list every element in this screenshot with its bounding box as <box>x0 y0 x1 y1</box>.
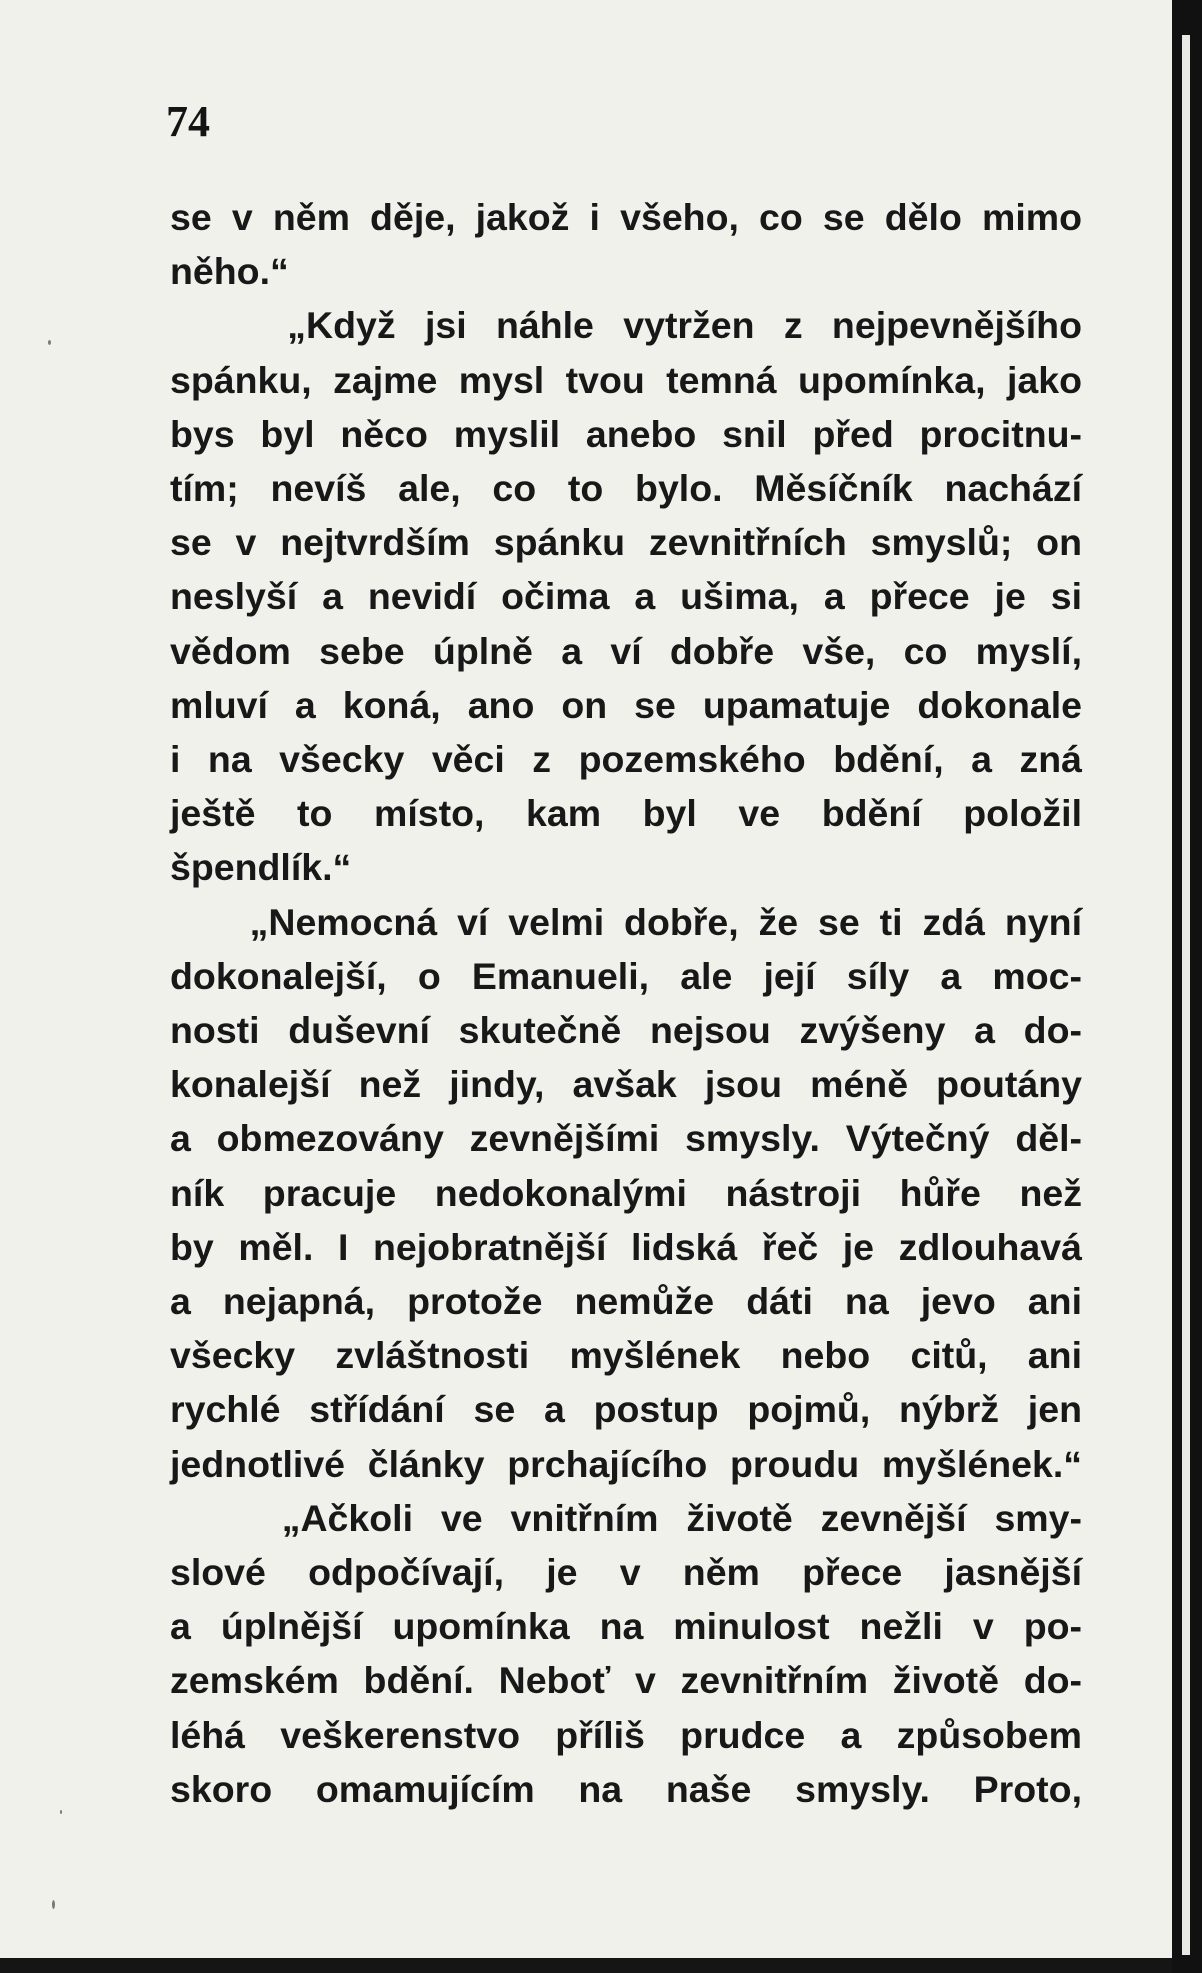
text-line: se v něm děje, jakož i všeho, co se dělo mimo <box>170 196 1082 238</box>
text-line: se v nejtvrdším spánku zevnitřních smyslů; on <box>170 521 1082 564</box>
text-line: skoro omamujícím na naše smysly. Proto, <box>170 1767 1082 1810</box>
text-line: konalejší než jindy, avšak jsou méně poutány <box>170 1063 1082 1106</box>
text-line: a nejapná, protože nemůže dáti na jevo ani <box>170 1280 1082 1323</box>
text-line: a obmezovány zevnějšími smysly. Výtečný děl- <box>170 1117 1082 1160</box>
text-line: ník pracuje nedokonalými nástroji hůře než <box>170 1171 1082 1214</box>
text-line: špendlík.“ <box>170 846 352 889</box>
text-line: spánku, zajme mysl tvou temná upomínka, jako <box>170 358 1082 401</box>
text-line: a úplnější upomínka na minulost nežli v po- <box>170 1605 1082 1648</box>
text-line: bys byl něco myslil anebo snil před procitnu- <box>170 412 1082 455</box>
paper-speck <box>60 1810 62 1814</box>
text-line: „Nemocná ví velmi dobře, že se ti zdá nyní <box>170 900 1082 943</box>
text-line: všecky zvláštnosti myšlének nebo citů, ani <box>170 1334 1082 1377</box>
page-number: 74 <box>166 97 210 146</box>
text-line: „Ačkoli ve vnitřním životě zevnější smy- <box>170 1496 1082 1539</box>
text-line: dokonalejší, o Emanueli, ale její síly a moc- <box>170 954 1082 997</box>
text-line: léhá veškerenstvo příliš prudce a způsobem <box>170 1713 1082 1756</box>
page-edge-right <box>1172 0 1202 1973</box>
text-line: něho.“ <box>170 250 289 293</box>
next-page-sliver <box>1182 35 1190 1955</box>
text-line: tím; nevíš ale, co to bylo. Měsíčník nachází <box>170 467 1082 510</box>
text-line: mluví a koná, ano on se upamatuje dokonale <box>170 683 1082 726</box>
text-line: jednotlivé články prchajícího proudu myšlének.“ <box>170 1442 1082 1485</box>
text-line: vědom sebe úplně a ví dobře vše, co myslí, <box>170 629 1082 672</box>
text-line: „Když jsi náhle vytržen z nejpevnějšího <box>170 304 1082 347</box>
text-line: by měl. I nejobratnější lidská řeč je zdlouhavá <box>170 1225 1082 1268</box>
text-line: zemském bdění. Neboť v zevnitřním životě do- <box>170 1659 1082 1702</box>
body-text <box>170 190 1082 1816</box>
text-line: slové odpočívají, je v něm přece jasnější <box>170 1551 1082 1594</box>
page-edge-bottom <box>0 1958 1172 1973</box>
text-line: nosti duševní skutečně nejsou zvýšeny a do- <box>170 1009 1082 1052</box>
paper-speck <box>48 340 51 345</box>
text-line: neslyší a nevidí očima a ušima, a přece je si <box>170 575 1082 618</box>
text-line: ještě to místo, kam byl ve bdění položil <box>170 792 1082 835</box>
text-line: i na všecky věci z pozemského bdění, a zná <box>170 738 1082 781</box>
paper-speck <box>52 1900 55 1909</box>
text-line: rychlé střídání se a postup pojmů, nýbrž jen <box>170 1388 1082 1431</box>
